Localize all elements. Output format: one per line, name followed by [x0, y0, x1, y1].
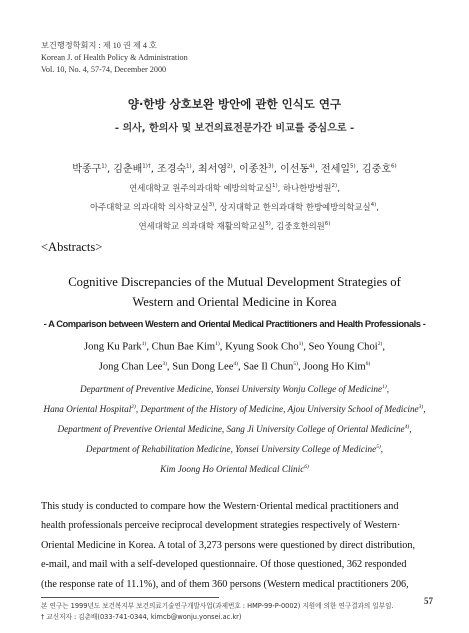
affiliation-text: 아주대학교 의과대학 의사학교실 — [90, 202, 209, 212]
footnotes — [41, 601, 394, 623]
affiliation-punct: , — [337, 183, 340, 193]
author-separator: , — [273, 164, 281, 175]
author-affiliation-marker: 1) — [101, 163, 107, 170]
author-separator: , — [146, 341, 152, 353]
journal-volume-info: Vol. 10, No. 4, 57-74, December 2000 — [41, 65, 167, 75]
author-separator: , — [106, 164, 114, 175]
author-separator: , — [150, 164, 158, 175]
author-name: Joong Ho Kim — [303, 361, 366, 373]
affiliation-marker: 1) — [382, 384, 387, 390]
affiliation-korean-2 — [0, 201, 469, 213]
abstract-line: (the response rate of 11.1%), and of them 360 persons (Western medical practitioners 206, — [41, 578, 409, 590]
author-separator: , — [166, 361, 173, 373]
author-name: 이종찬 — [239, 164, 269, 175]
affiliation-punct: , — [380, 444, 384, 455]
author-separator: , — [219, 341, 226, 353]
abstract-heading: <Abstracts> — [41, 240, 103, 254]
journal-citation-korean: 보건행정학회지 : 제 10 권 제 4 호 — [41, 41, 157, 50]
affiliation-text: , Department of the History of Medicine, Ajou University School of Medicine — [135, 404, 419, 415]
footnote-divider — [41, 597, 219, 598]
affiliation-text: Department of Preventive Medicine, Yonsei University Wonju College of Medicine — [80, 384, 383, 395]
author-name: Chun Bae Kim — [151, 341, 216, 353]
affiliation-english-4 — [0, 444, 469, 454]
abstract-line: Oriental Medicine in Korea. A total of 3,273 persons were questioned by direct distribution, — [41, 539, 416, 551]
author-name: 조경숙 — [157, 164, 187, 175]
affiliation-text: Department of Preventive Oriental Medicine, Sang Ji University College of Oriental Medicine — [57, 424, 405, 435]
page-number: 57 — [424, 596, 433, 606]
affiliation-punct: , — [409, 424, 412, 435]
affiliation-punct: , — [386, 384, 389, 395]
corresponding-author-footnote: † 교신저자 : 김춘배(033-741-0344, kimcb@wonju.yonsei.ac.kr) — [41, 613, 242, 621]
affiliation-punct: , — [376, 202, 379, 212]
affiliation-marker: 3) — [418, 404, 424, 410]
author-affiliation-marker: 2) — [377, 341, 383, 347]
author-affiliation-marker: 2) — [227, 163, 233, 170]
affiliation-text: , 하나한방병원 — [277, 183, 332, 193]
author-name: Seo Young Choi — [308, 341, 378, 353]
title-english-line-1: Cognitive Discrepancies of the Mutual Development Strategies of — [68, 275, 401, 289]
affiliation-marker: 2) — [331, 183, 338, 190]
affiliation-marker: 5) — [376, 444, 381, 450]
abstract-body — [41, 497, 431, 594]
author-affiliation-marker: 1) — [215, 341, 220, 347]
abstract-line: This study is conducted to compare how the Western·Oriental medical practitioners and — [41, 501, 399, 512]
author-separator: , — [238, 361, 244, 373]
author-separator: , — [232, 164, 240, 175]
author-affiliation-marker: 4) — [309, 163, 315, 170]
author-affiliation-marker: 3) — [268, 163, 274, 170]
author-separator: , — [355, 164, 363, 175]
author-name: 김중호 — [362, 164, 392, 175]
author-affiliation-marker: 1) — [141, 341, 147, 347]
abstract-line: health professionals perceive reciprocal development strategies respectively of Western· — [41, 520, 401, 532]
affiliation-marker: 1) — [272, 183, 278, 190]
author-name: Jong Ku Park — [84, 341, 142, 353]
title-korean: 양·한방 상호보완 방안에 관한 인식도 연구 — [127, 97, 342, 111]
affiliation-marker: 3) — [208, 202, 215, 209]
affiliation-text: Hana Oriental Hospital — [43, 404, 132, 415]
author-affiliation-marker: 6) — [391, 163, 397, 170]
affiliation-marker: 6) — [304, 464, 309, 470]
author-separator: , — [297, 361, 304, 373]
journal-citation — [41, 40, 188, 77]
affiliation-english-5 — [0, 464, 469, 474]
author-name: 박종구 — [72, 164, 102, 175]
author-affiliation-marker: 5) — [350, 163, 356, 170]
author-separator: , — [191, 164, 199, 175]
author-affiliation-marker: 4) — [233, 361, 239, 367]
author-list-korean — [0, 160, 469, 175]
abstract-line: e-mail, and mail with a self-developed questionnaire. Of those questioned, 362 responded — [41, 559, 407, 571]
affiliation-english-3 — [0, 424, 469, 434]
affiliation-text: , 김중호한의원 — [270, 221, 325, 231]
author-name: 전세일 — [321, 164, 351, 175]
author-separator: , — [382, 341, 385, 353]
affiliation-text: Kim Joong Ho Oriental Medical Clinic — [160, 464, 305, 475]
author-name: 이선동 — [280, 164, 310, 175]
affiliation-text: , 상지대학교 한의과대학 한방예방의학교실 — [214, 202, 371, 212]
affiliation-korean-1 — [0, 182, 469, 194]
author-list-english-line-2 — [0, 361, 469, 373]
author-affiliation-marker: 1)† — [142, 163, 151, 170]
author-name: 최서영 — [198, 164, 228, 175]
author-affiliation-marker: 3) — [162, 361, 167, 367]
author-affiliation-marker: 5) — [293, 361, 298, 367]
journal-citation-english: Korean J. of Health Policy & Administration — [41, 53, 188, 63]
author-list-english-line-1 — [0, 341, 469, 353]
affiliation-marker: 2) — [131, 404, 136, 410]
subtitle-english: - A Comparison between Western and Oriental Medical Practitioners and Health Professionals - — [43, 318, 426, 329]
author-affiliation-marker: 1) — [298, 341, 304, 347]
title-english-line-2: Western and Oriental Medicine in Korea — [132, 295, 337, 309]
affiliation-marker: 4) — [370, 202, 377, 209]
affiliation-english-1 — [0, 384, 469, 394]
author-name: Kyung Sook Cho — [225, 341, 299, 353]
affiliation-text: 연세대학교 원주의과대학 예방의학교실 — [129, 183, 272, 193]
affiliation-marker: 4) — [404, 424, 410, 430]
author-name: Sae Il Chun — [243, 361, 294, 373]
author-affiliation-marker: 1) — [186, 163, 192, 170]
affiliation-text: Department of Rehabilitation Medicine, Yonsei University College of Medicine — [85, 444, 377, 455]
subtitle-korean: - 의사, 한의사 및 보건의료전문가간 비교를 중심으로 - — [114, 123, 355, 134]
funding-footnote: 본 연구는 1999년도 보건복지부 보건의료기술연구개발사업(과제번호 : HMP-99-P-0002) 지원에 의한 연구결과의 일부임. — [41, 602, 394, 610]
author-name: Sun Dong Lee — [172, 361, 234, 373]
affiliation-marker: 6) — [324, 221, 331, 228]
author-name: 김춘배 — [113, 164, 143, 175]
affiliation-punct: , — [423, 404, 426, 415]
affiliation-english-2 — [0, 404, 469, 414]
affiliation-korean-3 — [0, 220, 469, 232]
affiliation-text: 연세대학교 의과대학 재활의학교실 — [138, 221, 266, 231]
affiliation-marker: 5) — [265, 221, 271, 228]
author-separator: , — [314, 164, 322, 175]
author-name: Jong Chan Lee — [98, 361, 163, 373]
author-separator: , — [303, 341, 309, 353]
author-affiliation-marker: 6) — [365, 361, 371, 367]
